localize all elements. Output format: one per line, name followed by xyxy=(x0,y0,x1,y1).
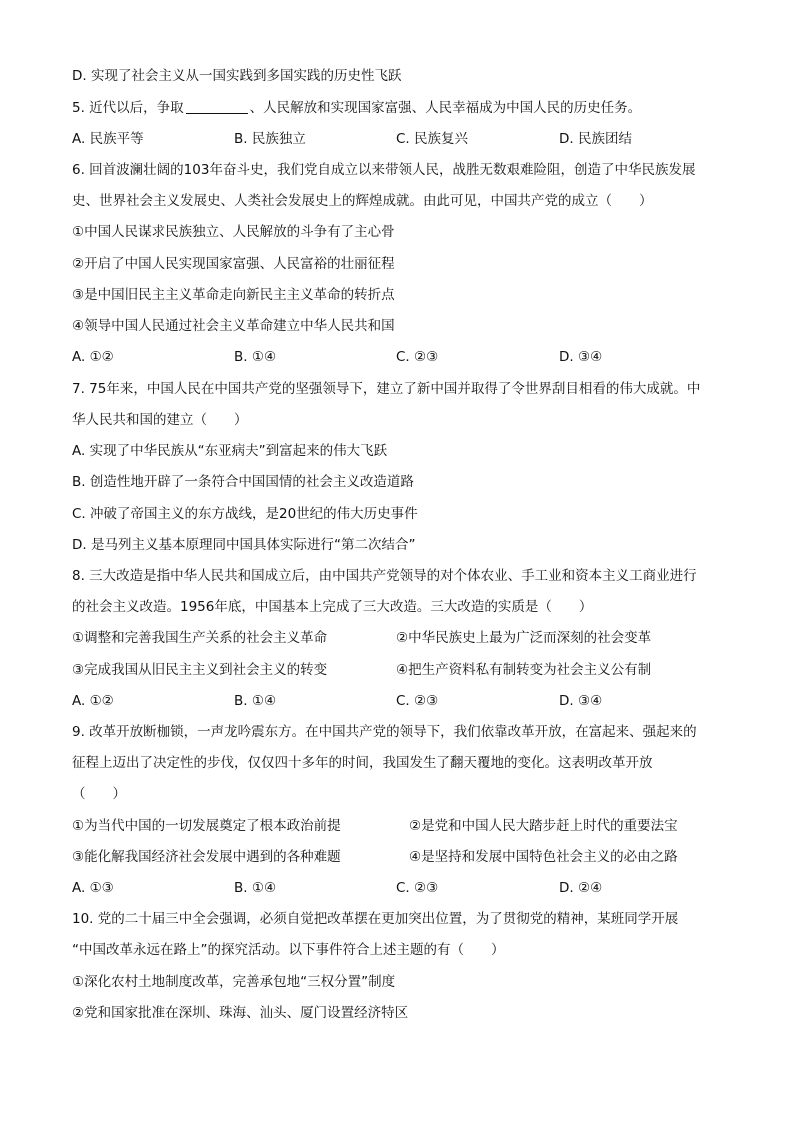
q9-items-row-1 xyxy=(72,817,732,835)
q5-options xyxy=(72,130,732,148)
q5-option-a: A. 民族平等 xyxy=(72,131,144,147)
q10-item-2: ②党和国家批准在深圳、珠海、汕头、厦门设置经济特区 xyxy=(72,1005,409,1021)
q6-stem-line-1: 6. 回首波澜壮阔的103年奋斗史，我们党自成立以来带领人民，战胜无数艰难险阻，创造了中华民族发展 xyxy=(72,162,696,178)
q9-option-a: A. ①③ xyxy=(72,880,114,896)
q8-item-2: ②中华民族史上最为广泛而深刻的社会变革 xyxy=(396,630,652,646)
q8-option-d: D. ③④ xyxy=(559,693,603,709)
q8-stem-line-1: 8. 三大改造是指中华人民共和国成立后，由中国共产党领导的对个体农业、手工业和资本主义工商业进行 xyxy=(72,568,697,584)
q5-stem-after: 、人民解放和实现国家富强、人民幸福成为中国人民的历史任务。 xyxy=(249,100,642,116)
q6-option-d: D. ③④ xyxy=(559,349,603,365)
q7-option-a: A. 实现了中华民族从“东亚病夫”到富起来的伟大飞跃 xyxy=(72,443,388,459)
q8-stem-line-2: 的社会主义改造。1956年底，中国基本上完成了三大改造。三大改造的实质是（ ） xyxy=(72,599,593,615)
q5-option-b: B. 民族独立 xyxy=(234,131,306,147)
q6-option-b: B. ①④ xyxy=(234,349,277,365)
q6-option-c: C. ②③ xyxy=(396,349,439,365)
q9-items-row-2 xyxy=(72,848,732,866)
q9-stem-line-3: （ ） xyxy=(72,786,126,802)
q9-stem-line-2: 征程上迈出了决定性的步伐，仅仅四十多年的时间，我国发生了翻天覆地的变化。这表明改革开放 xyxy=(72,755,653,771)
q7-stem-line-2: 华人民共和国的建立（ ） xyxy=(72,412,248,428)
q7-option-c: C. 冲破了帝国主义的东方战线，是20世纪的伟大历史事件 xyxy=(72,506,418,522)
q8-item-1: ①调整和完善我国生产关系的社会主义革命 xyxy=(72,630,328,646)
q8-items-row-1 xyxy=(72,629,732,647)
q10-stem-line-1: 10. 党的二十届三中全会强调，必须自觉把改革摆在更加突出位置，为了贯彻党的精神，某班同学开展 xyxy=(72,911,679,927)
q6-stem-line-2: 史、世界社会主义发展史、人类社会发展史上的辉煌成就。由此可见，中国共产党的成立（ ） xyxy=(72,193,653,209)
q8-option-a: A. ①② xyxy=(72,693,114,709)
q8-items-row-2 xyxy=(72,661,732,679)
q5-stem xyxy=(72,99,641,117)
q9-item-3: ③能化解我国经济社会发展中遇到的各种难题 xyxy=(72,849,341,865)
q9-item-2: ②是党和中国人民大踏步赶上时代的重要法宝 xyxy=(409,818,678,834)
q9-item-1: ①为当代中国的一切发展奠定了根本政治前提 xyxy=(72,818,341,834)
q9-stem-line-1: 9. 改革开放断枷锁，一声龙吟震东方。在中国共产党的领导下，我们依靠改革开放，在富起来、强起来的 xyxy=(72,724,697,740)
q8-option-c: C. ②③ xyxy=(396,693,439,709)
q6-item-2: ②开启了中国人民实现国家富强、人民富裕的壮丽征程 xyxy=(72,256,395,272)
q5-option-d: D. 民族团结 xyxy=(559,131,632,147)
q8-options xyxy=(72,692,732,710)
q5-stem-before: 5. 近代以后，争取 xyxy=(72,100,184,116)
q10-item-1: ①深化农村土地制度改革，完善承包地“三权分置”制度 xyxy=(72,974,396,990)
q10-stem-line-2: “中国改革永远在路上”的探究活动。以下事件符合上述主题的有（ ） xyxy=(72,942,505,958)
q9-option-b: B. ①④ xyxy=(234,880,277,896)
q6-options xyxy=(72,348,732,366)
q5-fill-blank xyxy=(186,99,248,114)
q4-option-d: D. 实现了社会主义从一国实践到多国实践的历史性飞跃 xyxy=(72,68,402,84)
q6-item-1: ①中国人民谋求民族独立、人民解放的斗争有了主心骨 xyxy=(72,224,395,240)
q9-item-4: ④是坚持和发展中国特色社会主义的必由之路 xyxy=(409,849,678,865)
q9-option-c: C. ②③ xyxy=(396,880,439,896)
q8-item-3: ③完成我国从旧民主主义到社会主义的转变 xyxy=(72,662,328,678)
q7-stem-line-1: 7. 75年来，中国人民在中国共产党的坚强领导下，建立了新中国并取得了令世界刮目相看的伟大成就。中 xyxy=(72,381,701,397)
q6-option-a: A. ①② xyxy=(72,349,114,365)
q6-item-3: ③是中国旧民主主义革命走向新民主主义革命的转折点 xyxy=(72,287,395,303)
q7-option-d: D. 是马列主义基本原理同中国具体实际进行“第二次结合” xyxy=(72,537,416,553)
q8-item-4: ④把生产资料私有制转变为社会主义公有制 xyxy=(396,662,652,678)
q8-option-b: B. ①④ xyxy=(234,693,277,709)
q9-options xyxy=(72,879,732,897)
q7-option-b: B. 创造性地开辟了一条符合中国国情的社会主义改造道路 xyxy=(72,474,414,490)
q6-item-4: ④领导中国人民通过社会主义革命建立中华人民共和国 xyxy=(72,318,395,334)
q9-option-d: D. ②④ xyxy=(559,880,603,896)
q5-option-c: C. 民族复兴 xyxy=(396,131,469,147)
